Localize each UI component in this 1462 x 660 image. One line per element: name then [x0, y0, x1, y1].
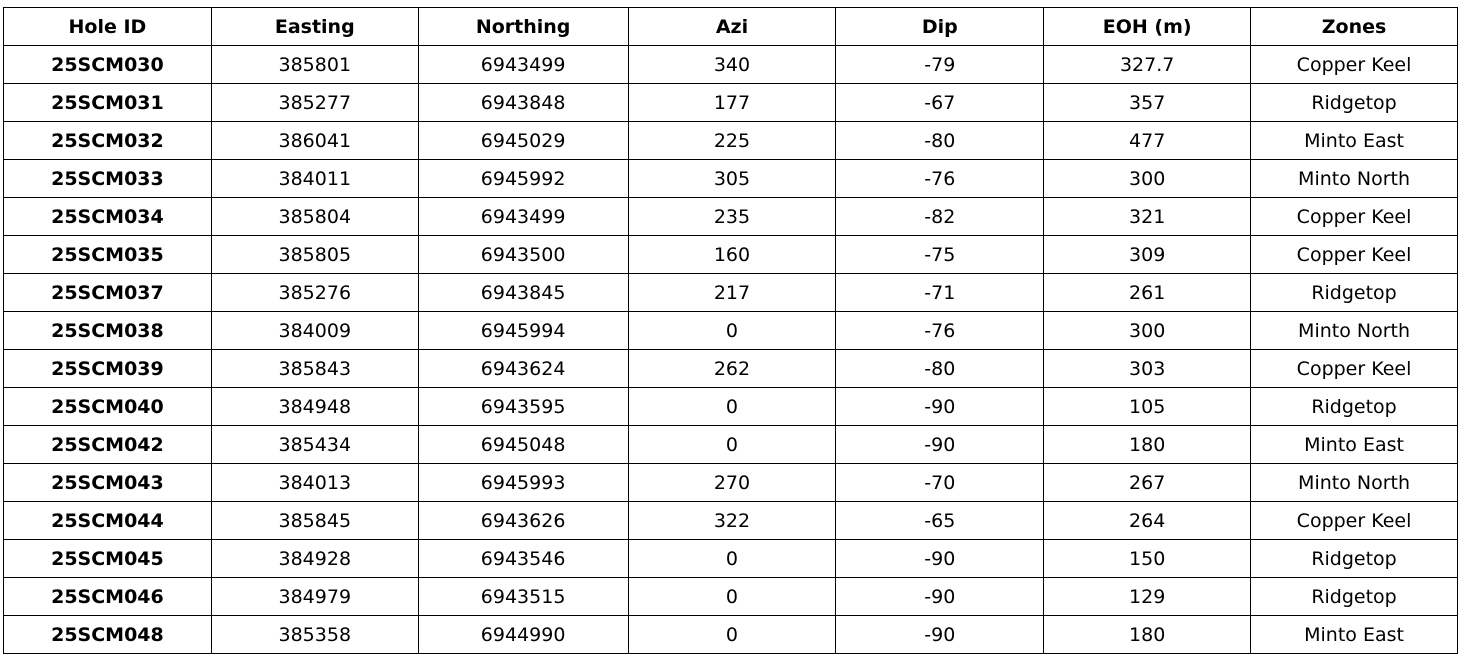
table-row [4, 84, 1458, 122]
hole-id-cell: 25SCM033 [4, 160, 212, 198]
eoh-cell: 309 [1044, 236, 1251, 274]
eoh-cell: 180 [1044, 426, 1251, 464]
header-hole-id: Hole ID [4, 8, 212, 46]
eoh-cell: 300 [1044, 160, 1251, 198]
dip-cell: -76 [836, 160, 1044, 198]
eoh-cell: 129 [1044, 578, 1251, 616]
eoh-cell: 264 [1044, 502, 1251, 540]
northing-cell: 6943624 [418, 350, 628, 388]
zone-cell: Minto East [1251, 616, 1458, 654]
eoh-cell: 477 [1044, 122, 1251, 160]
easting-cell: 385277 [211, 84, 418, 122]
hole-id-cell: 25SCM046 [4, 578, 212, 616]
northing-cell: 6945048 [418, 426, 628, 464]
northing-cell: 6943515 [418, 578, 628, 616]
easting-cell: 384948 [211, 388, 418, 426]
easting-cell: 385805 [211, 236, 418, 274]
zone-cell: Ridgetop [1251, 540, 1458, 578]
azi-cell: 0 [628, 578, 836, 616]
dip-cell: -70 [836, 464, 1044, 502]
easting-cell: 384011 [211, 160, 418, 198]
zone-cell: Minto North [1251, 160, 1458, 198]
header-dip: Dip [836, 8, 1044, 46]
easting-cell: 385434 [211, 426, 418, 464]
zone-cell: Copper Keel [1251, 502, 1458, 540]
azi-cell: 270 [628, 464, 836, 502]
easting-cell: 384979 [211, 578, 418, 616]
zone-cell: Copper Keel [1251, 236, 1458, 274]
azi-cell: 0 [628, 426, 836, 464]
table-row [4, 616, 1458, 654]
hole-id-cell: 25SCM038 [4, 312, 212, 350]
table-row [4, 274, 1458, 312]
hole-id-cell: 25SCM042 [4, 426, 212, 464]
easting-cell: 385845 [211, 502, 418, 540]
table-row [4, 578, 1458, 616]
easting-cell: 385276 [211, 274, 418, 312]
azi-cell: 0 [628, 540, 836, 578]
table-row [4, 350, 1458, 388]
header-row [4, 8, 1458, 46]
hole-id-cell: 25SCM032 [4, 122, 212, 160]
hole-id-cell: 25SCM043 [4, 464, 212, 502]
table-row [4, 388, 1458, 426]
zone-cell: Minto East [1251, 426, 1458, 464]
easting-cell: 384013 [211, 464, 418, 502]
azi-cell: 262 [628, 350, 836, 388]
zone-cell: Ridgetop [1251, 578, 1458, 616]
table-row [4, 312, 1458, 350]
header-zones: Zones [1251, 8, 1458, 46]
dip-cell: -79 [836, 46, 1044, 84]
dip-cell: -80 [836, 350, 1044, 388]
eoh-cell: 303 [1044, 350, 1251, 388]
azi-cell: 160 [628, 236, 836, 274]
table-row [4, 122, 1458, 160]
azi-cell: 305 [628, 160, 836, 198]
dip-cell: -71 [836, 274, 1044, 312]
table-row [4, 198, 1458, 236]
table-row [4, 46, 1458, 84]
northing-cell: 6945029 [418, 122, 628, 160]
dip-cell: -65 [836, 502, 1044, 540]
easting-cell: 385358 [211, 616, 418, 654]
hole-id-cell: 25SCM035 [4, 236, 212, 274]
table-row [4, 540, 1458, 578]
zone-cell: Copper Keel [1251, 350, 1458, 388]
easting-cell: 384928 [211, 540, 418, 578]
hole-id-cell: 25SCM048 [4, 616, 212, 654]
azi-cell: 322 [628, 502, 836, 540]
header-eoh: EOH (m) [1044, 8, 1251, 46]
hole-id-cell: 25SCM034 [4, 198, 212, 236]
eoh-cell: 327.7 [1044, 46, 1251, 84]
hole-id-cell: 25SCM031 [4, 84, 212, 122]
northing-cell: 6945994 [418, 312, 628, 350]
zone-cell: Copper Keel [1251, 198, 1458, 236]
northing-cell: 6944990 [418, 616, 628, 654]
header-azi: Azi [628, 8, 836, 46]
header-easting: Easting [211, 8, 418, 46]
zone-cell: Copper Keel [1251, 46, 1458, 84]
northing-cell: 6945993 [418, 464, 628, 502]
northing-cell: 6943848 [418, 84, 628, 122]
hole-id-cell: 25SCM039 [4, 350, 212, 388]
zone-cell: Minto North [1251, 464, 1458, 502]
eoh-cell: 267 [1044, 464, 1251, 502]
eoh-cell: 321 [1044, 198, 1251, 236]
table-row [4, 464, 1458, 502]
hole-id-cell: 25SCM044 [4, 502, 212, 540]
azi-cell: 177 [628, 84, 836, 122]
azi-cell: 340 [628, 46, 836, 84]
azi-cell: 0 [628, 388, 836, 426]
azi-cell: 225 [628, 122, 836, 160]
eoh-cell: 105 [1044, 388, 1251, 426]
northing-cell: 6945992 [418, 160, 628, 198]
easting-cell: 385804 [211, 198, 418, 236]
northing-cell: 6943595 [418, 388, 628, 426]
zone-cell: Minto East [1251, 122, 1458, 160]
table-header [4, 8, 1458, 46]
zone-cell: Minto North [1251, 312, 1458, 350]
zone-cell: Ridgetop [1251, 274, 1458, 312]
easting-cell: 385801 [211, 46, 418, 84]
northing-cell: 6943500 [418, 236, 628, 274]
dip-cell: -76 [836, 312, 1044, 350]
table-body [4, 46, 1458, 654]
azi-cell: 217 [628, 274, 836, 312]
azi-cell: 0 [628, 616, 836, 654]
zone-cell: Ridgetop [1251, 84, 1458, 122]
northing-cell: 6943626 [418, 502, 628, 540]
dip-cell: -90 [836, 388, 1044, 426]
zone-cell: Ridgetop [1251, 388, 1458, 426]
azi-cell: 0 [628, 312, 836, 350]
table-row [4, 236, 1458, 274]
northing-cell: 6943499 [418, 198, 628, 236]
easting-cell: 385843 [211, 350, 418, 388]
northing-cell: 6943845 [418, 274, 628, 312]
eoh-cell: 261 [1044, 274, 1251, 312]
hole-id-cell: 25SCM030 [4, 46, 212, 84]
eoh-cell: 300 [1044, 312, 1251, 350]
eoh-cell: 357 [1044, 84, 1251, 122]
dip-cell: -67 [836, 84, 1044, 122]
table-row [4, 426, 1458, 464]
northing-cell: 6943499 [418, 46, 628, 84]
easting-cell: 384009 [211, 312, 418, 350]
dip-cell: -82 [836, 198, 1044, 236]
table-row [4, 160, 1458, 198]
azi-cell: 235 [628, 198, 836, 236]
dip-cell: -90 [836, 616, 1044, 654]
hole-id-cell: 25SCM037 [4, 274, 212, 312]
dip-cell: -90 [836, 540, 1044, 578]
dip-cell: -75 [836, 236, 1044, 274]
table-row [4, 502, 1458, 540]
eoh-cell: 180 [1044, 616, 1251, 654]
hole-id-cell: 25SCM045 [4, 540, 212, 578]
easting-cell: 386041 [211, 122, 418, 160]
drill-hole-table [3, 7, 1458, 654]
header-northing: Northing [418, 8, 628, 46]
eoh-cell: 150 [1044, 540, 1251, 578]
dip-cell: -80 [836, 122, 1044, 160]
hole-id-cell: 25SCM040 [4, 388, 212, 426]
dip-cell: -90 [836, 578, 1044, 616]
northing-cell: 6943546 [418, 540, 628, 578]
dip-cell: -90 [836, 426, 1044, 464]
